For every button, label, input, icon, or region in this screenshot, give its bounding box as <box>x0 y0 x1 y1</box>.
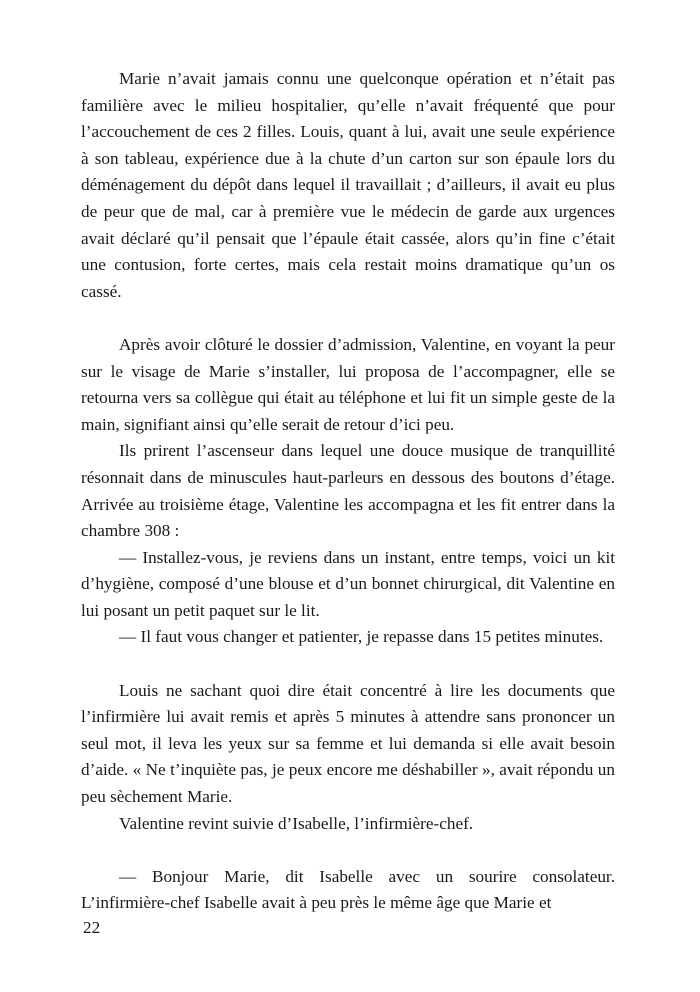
paragraph-4: — Installez-vous, je reviens dans un instant, entre temps, voici un kit d’hygiène, composé d’une blouse et d’un bonnet chirurgical, dit Valentine en lui posant un petit paquet sur le lit. <box>81 547 615 620</box>
paragraph-1: Marie n’avait jamais connu une quelconque opération et n’était pas familière avec le milieu hospitalier, qu’elle n’avait fréquenté que pour l’accouchement de ces 2 filles. Louis, quant à lui, avait une seule expérience à son tableau, expérience due à la chute d’un carton sur son épaule lors du déménagement du dépôt dans lequel il travaillait ; d’ailleurs, il avait eu plus de peur que de mal, car à première vue le médecin de garde aux urgences avait déclaré qu’il pensait que l’épaule était cassée, alors qu’in fine c’était une contusion, forte certes, mais cela restait moins dramatique qu’un os cassé. <box>81 69 615 301</box>
paragraph-3: Ils prirent l’ascenseur dans lequel une douce musique de tranquillité résonnait dans de minuscules haut-parleurs en dessous des boutons d’étage. Arrivée au troisième étage, Valentine les accompagna et les fit entrer dans la chambre 308 : <box>81 441 615 541</box>
paragraph-7: Valentine revint suivie d’Isabelle, l’infirmière-chef. <box>119 813 474 833</box>
page-number: 22 <box>83 918 101 937</box>
body-text <box>81 66 615 917</box>
paragraph-2: Après avoir clôturé le dossier d’admission, Valentine, en voyant la peur sur le visage de Marie s’installer, lui proposa de l’accompagner, elle se retourna vers sa collègue qui était au téléphone et lui fit un simple geste de la main, signifiant ainsi qu’elle serait de retour d’ici peu. <box>81 334 615 434</box>
paragraph-6: Louis ne sachant quoi dire était concentré à lire les documents que l’infirmière lui avait remis et après 5 minutes à attendre sans prononcer un seul mot, il leva les yeux sur sa femme et lui demanda si elle avait besoin d’aide. « Ne t’inquiète pas, je peux encore me déshabiller », avait répondu un peu sèchement Marie. <box>81 680 615 807</box>
paragraph-8: — Bonjour Marie, dit Isabelle avec un sourire consolateur. L’infirmière-chef Isabelle avait à peu près le même âge que Marie et <box>81 866 615 913</box>
paragraph-5: — Il faut vous changer et patienter, je repasse dans 15 petites minutes. <box>119 627 604 647</box>
